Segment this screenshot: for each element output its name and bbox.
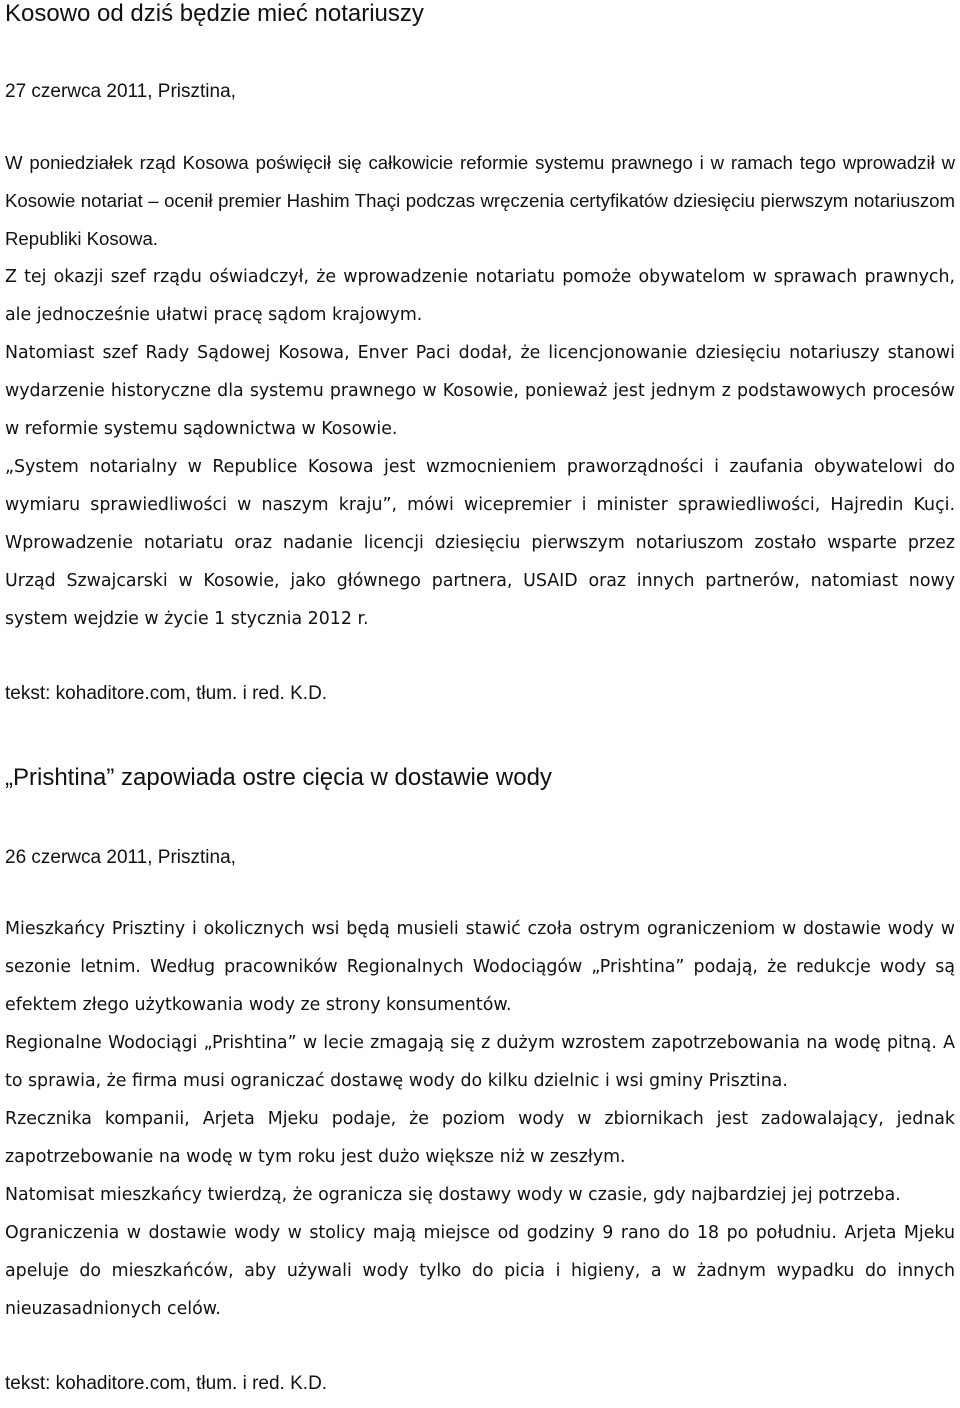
article-source: tekst: kohaditore.com, tłum. i red. K.D. [5, 1373, 328, 1394]
article-paragraph: „System notarialny w Republice Kosowa jest wzmocnieniem praworządności i zaufania obywatelowi do wymiaru sprawiedliwości w naszym kraju”, mówi wicepremier i minister sprawiedliwości, Hajredin Kuçi. Wprowadzenie notariatu oraz nadanie licencji dziesięciu pierwszym notariuszom zostało wsparte przez Urząd Szwajcarski w Kosowie, jako głównego partnera, USAID oraz innych partnerów, natomiast nowy system wejdzie w życie 1 stycznia 2012 r. [5, 457, 955, 629]
article-dateline: 27 czerwca 2011, Prisztina, [5, 81, 236, 102]
article-paragraph: Natomiast szef Rady Sądowej Kosowa, Enver Paci dodał, że licencjonowanie dziesięciu notariuszy stanowi wydarzenie historyczne dla systemu prawnego w Kosowie, ponieważ jest jednym z podstawowych procesów w reformie systemu sądownictwa w Kosowie. [5, 343, 955, 439]
article-paragraph: Rzecznika kompanii, Arjeta Mjeku podaje, że poziom wody w zbiornikach jest zadowalający, jednak zapotrzebowanie na wodę w tym roku jest dużo większe niż w zeszłym. [5, 1109, 955, 1167]
article-water-cuts [5, 764, 955, 1396]
article-paragraph: W poniedziałek rząd Kosowa poświęcił się całkowicie reformie systemu prawnego i w ramach tego wprowadził w Kosowie notariat – ocenił premier Hashim Thaçi podczas wręczenia certyfikatów dziesięciu pierwszym notariuszom Republiki Kosowa. [5, 152, 955, 249]
article-source: tekst: kohaditore.com, tłum. i red. K.D. [5, 683, 328, 704]
article-paragraph: Natomisat mieszkańcy twierdzą, że ogranicza się dostawy wody w czasie, gdy najbardziej jej potrzeba. [5, 1185, 901, 1205]
article-paragraph: Regionalne Wodociągi „Prishtina” w lecie zmagają się z dużym wzrostem zapotrzebowania na wodę pitną. A to sprawia, że firma musi ograniczać dostawę wody do kilku dzielnic i wsi gminy Prisztina. [5, 1033, 955, 1091]
article-title: „Prishtina” zapowiada ostre cięcia w dostawie wody [5, 764, 552, 791]
article-dateline: 26 czerwca 2011, Prisztina, [5, 847, 236, 868]
article-paragraph: Mieszkańcy Prisztiny i okolicznych wsi będą musieli stawić czoła ostrym ograniczeniom w dostawie wody w sezonie letnim. Według pracowników Regionalnych Wodociągów „Prishtina” podają, że redukcje wody są efektem złego użytkowania wody ze strony konsumentów. [5, 919, 955, 1015]
article-notariat [5, 0, 955, 706]
article-paragraph: Ograniczenia w dostawie wody w stolicy mają miejsce od godziny 9 rano do 18 po południu. Arjeta Mjeku apeluje do mieszkańców, aby używali wody tylko do picia i higieny, a w żadnym wypadku do innych nieuzasadnionych celów. [5, 1223, 955, 1319]
article-title: Kosowo od dziś będzie mieć notariuszy [5, 0, 424, 27]
article-body [5, 910, 955, 1328]
article-body [5, 144, 955, 638]
article-paragraph: Z tej okazji szef rządu oświadczył, że wprowadzenie notariatu pomoże obywatelom w sprawach prawnych, ale jednocześnie ułatwi pracę sądom krajowym. [5, 267, 955, 325]
